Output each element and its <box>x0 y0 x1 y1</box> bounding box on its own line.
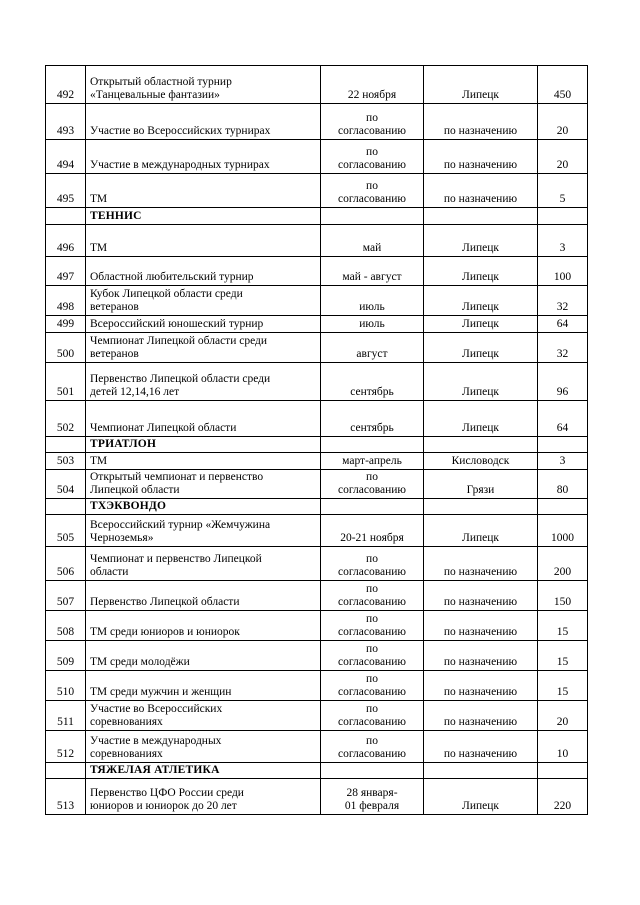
event-number: 498 <box>46 286 86 316</box>
event-number: 510 <box>46 671 86 701</box>
table-row <box>46 257 588 286</box>
date-cell <box>321 763 424 779</box>
event-name: Участие в международных соревнованиях <box>86 731 321 763</box>
number-cell <box>46 763 86 779</box>
participants-cell <box>538 763 588 779</box>
event-place: Липецк <box>424 363 538 401</box>
event-name: Всероссийский турнир «Жемчужина Черноземья» <box>86 515 321 547</box>
event-name: Участие во Всероссийских турнирах <box>86 104 321 140</box>
participants-count: 1000 <box>538 515 588 547</box>
participants-count: 15 <box>538 671 588 701</box>
event-place: Липецк <box>424 779 538 815</box>
participants-count: 150 <box>538 581 588 611</box>
number-cell <box>46 208 86 225</box>
event-place: Грязи <box>424 470 538 499</box>
date-cell <box>321 437 424 453</box>
event-place: Липецк <box>424 316 538 333</box>
number-cell <box>46 437 86 453</box>
place-cell <box>424 763 538 779</box>
event-number: 501 <box>46 363 86 401</box>
participants-count: 20 <box>538 104 588 140</box>
schedule-table <box>45 65 588 815</box>
participants-count: 3 <box>538 225 588 257</box>
event-date: сентябрь <box>321 363 424 401</box>
participants-count: 15 <box>538 611 588 641</box>
event-name: ТМ среди юниоров и юниорок <box>86 611 321 641</box>
event-date: по согласованию <box>321 581 424 611</box>
schedule-table-body <box>46 66 588 815</box>
date-cell <box>321 499 424 515</box>
event-date: по согласованию <box>321 140 424 174</box>
event-number: 505 <box>46 515 86 547</box>
participants-count: 32 <box>538 286 588 316</box>
table-row <box>46 731 588 763</box>
table-row <box>46 779 588 815</box>
event-number: 508 <box>46 611 86 641</box>
event-name: Кубок Липецкой области среди ветеранов <box>86 286 321 316</box>
table-row <box>46 470 588 499</box>
section-title: ТХЭКВОНДО <box>86 499 321 515</box>
event-place: Кисловодск <box>424 453 538 470</box>
event-date: 28 января- 01 февраля <box>321 779 424 815</box>
event-date: июль <box>321 316 424 333</box>
event-place: Липецк <box>424 333 538 363</box>
section-header-row <box>46 437 588 453</box>
section-title: ТЕННИС <box>86 208 321 225</box>
table-row <box>46 140 588 174</box>
section-title: ТЯЖЕЛАЯ АТЛЕТИКА <box>86 763 321 779</box>
event-place: по назначению <box>424 140 538 174</box>
event-date: по согласованию <box>321 641 424 671</box>
place-cell <box>424 499 538 515</box>
participants-cell <box>538 499 588 515</box>
participants-count: 20 <box>538 140 588 174</box>
participants-count: 64 <box>538 316 588 333</box>
event-date: 22 ноября <box>321 66 424 104</box>
event-place: Липецк <box>424 66 538 104</box>
event-number: 504 <box>46 470 86 499</box>
event-name: ТМ <box>86 174 321 208</box>
participants-count: 5 <box>538 174 588 208</box>
event-place: по назначению <box>424 671 538 701</box>
table-row <box>46 401 588 437</box>
participants-count: 200 <box>538 547 588 581</box>
date-cell <box>321 208 424 225</box>
event-place: по назначению <box>424 701 538 731</box>
participants-count: 100 <box>538 257 588 286</box>
section-header-row <box>46 208 588 225</box>
event-name: Участие во Всероссийских соревнованиях <box>86 701 321 731</box>
event-date: по согласованию <box>321 731 424 763</box>
table-row <box>46 701 588 731</box>
event-date: по согласованию <box>321 701 424 731</box>
event-number: 506 <box>46 547 86 581</box>
event-name: ТМ <box>86 453 321 470</box>
participants-cell <box>538 437 588 453</box>
event-number: 494 <box>46 140 86 174</box>
event-date: по согласованию <box>321 611 424 641</box>
event-number: 503 <box>46 453 86 470</box>
event-number: 507 <box>46 581 86 611</box>
event-name: Всероссийский юношеский турнир <box>86 316 321 333</box>
event-name: Чемпионат Липецкой области среди ветеранов <box>86 333 321 363</box>
event-name: Открытый областной турнир «Танцевальные фантазии» <box>86 66 321 104</box>
event-name: ТМ <box>86 225 321 257</box>
event-name: Первенство Липецкой области среди детей 12,14,16 лет <box>86 363 321 401</box>
section-title: ТРИАТЛОН <box>86 437 321 453</box>
event-date: март-апрель <box>321 453 424 470</box>
event-date: по согласованию <box>321 174 424 208</box>
participants-count: 450 <box>538 66 588 104</box>
event-number: 497 <box>46 257 86 286</box>
table-row <box>46 515 588 547</box>
participants-count: 64 <box>538 401 588 437</box>
participants-count: 220 <box>538 779 588 815</box>
table-row <box>46 104 588 140</box>
event-name: Первенство Липецкой области <box>86 581 321 611</box>
event-name: Первенство ЦФО России среди юниоров и юниорок до 20 лет <box>86 779 321 815</box>
event-number: 496 <box>46 225 86 257</box>
table-row <box>46 547 588 581</box>
place-cell <box>424 208 538 225</box>
section-header-row <box>46 763 588 779</box>
event-number: 493 <box>46 104 86 140</box>
event-date: 20-21 ноября <box>321 515 424 547</box>
event-number: 499 <box>46 316 86 333</box>
participants-count: 10 <box>538 731 588 763</box>
event-name: Чемпионат Липецкой области <box>86 401 321 437</box>
event-place: по назначению <box>424 174 538 208</box>
event-place: Липецк <box>424 401 538 437</box>
table-row <box>46 581 588 611</box>
table-row <box>46 286 588 316</box>
participants-count: 15 <box>538 641 588 671</box>
event-name: Участие в международных турнирах <box>86 140 321 174</box>
event-date: по согласованию <box>321 104 424 140</box>
table-row <box>46 316 588 333</box>
participants-count: 3 <box>538 453 588 470</box>
event-date: август <box>321 333 424 363</box>
event-number: 492 <box>46 66 86 104</box>
table-row <box>46 611 588 641</box>
participants-count: 80 <box>538 470 588 499</box>
table-row <box>46 333 588 363</box>
event-number: 502 <box>46 401 86 437</box>
event-place: по назначению <box>424 641 538 671</box>
event-place: Липецк <box>424 225 538 257</box>
event-place: по назначению <box>424 611 538 641</box>
place-cell <box>424 437 538 453</box>
participants-count: 96 <box>538 363 588 401</box>
table-row <box>46 225 588 257</box>
table-row <box>46 66 588 104</box>
participants-count: 32 <box>538 333 588 363</box>
table-row <box>46 671 588 701</box>
event-date: по согласованию <box>321 470 424 499</box>
event-date: по согласованию <box>321 547 424 581</box>
table-row <box>46 641 588 671</box>
event-number: 495 <box>46 174 86 208</box>
event-date: май <box>321 225 424 257</box>
event-place: по назначению <box>424 581 538 611</box>
event-name: ТМ среди мужчин и женщин <box>86 671 321 701</box>
participants-cell <box>538 208 588 225</box>
event-date: июль <box>321 286 424 316</box>
table-row <box>46 453 588 470</box>
number-cell <box>46 499 86 515</box>
event-date: по согласованию <box>321 671 424 701</box>
event-place: Липецк <box>424 515 538 547</box>
section-header-row <box>46 499 588 515</box>
event-place: по назначению <box>424 547 538 581</box>
event-number: 511 <box>46 701 86 731</box>
event-number: 512 <box>46 731 86 763</box>
event-number: 509 <box>46 641 86 671</box>
event-name: Чемпионат и первенство Липецкой области <box>86 547 321 581</box>
event-place: по назначению <box>424 104 538 140</box>
event-number: 513 <box>46 779 86 815</box>
participants-count: 20 <box>538 701 588 731</box>
event-name: ТМ среди молодёжи <box>86 641 321 671</box>
event-number: 500 <box>46 333 86 363</box>
table-row <box>46 174 588 208</box>
event-name: Областной любительский турнир <box>86 257 321 286</box>
event-place: Липецк <box>424 286 538 316</box>
event-place: Липецк <box>424 257 538 286</box>
event-place: по назначению <box>424 731 538 763</box>
table-row <box>46 363 588 401</box>
event-name: Открытый чемпионат и первенство Липецкой области <box>86 470 321 499</box>
event-date: сентябрь <box>321 401 424 437</box>
event-date: май - август <box>321 257 424 286</box>
